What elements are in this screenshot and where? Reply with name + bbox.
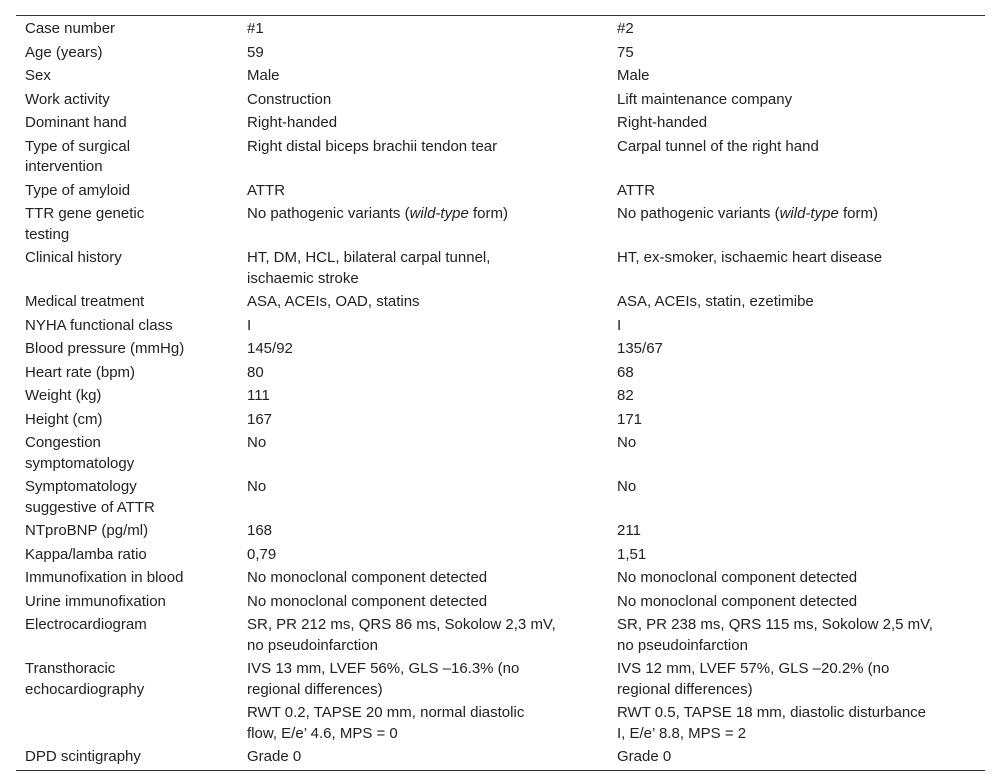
- row-label-line: Medical treatment: [25, 293, 145, 310]
- case-2-value: [608, 746, 985, 770]
- row-label-line: Weight (kg): [25, 387, 102, 404]
- row-label: [16, 291, 238, 315]
- case-2-value-line: 82: [617, 387, 634, 404]
- row-label: [16, 180, 238, 204]
- case-1-value-line: regional differences): [247, 680, 383, 698]
- case-1-value-line: Right distal biceps brachii tendon tear: [247, 137, 498, 155]
- case-2-value-line: regional differences): [617, 680, 753, 698]
- table-row: [16, 315, 985, 339]
- case-2-value: [608, 112, 985, 136]
- case-2-value: [608, 614, 985, 658]
- row-label: [16, 89, 238, 113]
- table-row: [16, 42, 985, 66]
- case-1-value-line: Grade 0: [247, 748, 302, 765]
- case-2-value-line: ASA, ACEIs, statin, ezetimibe: [617, 293, 814, 310]
- row-label-line: Type of surgical: [25, 137, 131, 155]
- case-1-value-line: 167: [247, 410, 273, 428]
- case-2-value: [608, 247, 985, 291]
- case-2-value: [608, 42, 985, 66]
- case-2-value: [608, 203, 985, 247]
- row-label: [16, 432, 238, 476]
- data-table: [16, 18, 985, 770]
- text-segment: No pathogenic variants (: [617, 205, 780, 222]
- case-2-value: [608, 136, 985, 180]
- table-row: [16, 432, 985, 476]
- case-2-value: [608, 591, 985, 615]
- case-1-value-line: ASA, ACEIs, OAD, statins: [247, 293, 420, 310]
- table-row: [16, 385, 985, 409]
- case-1-value: [238, 614, 608, 658]
- row-label-line: Urine immunofixation: [25, 592, 166, 610]
- case-1-value-line: Construction: [247, 90, 332, 108]
- row-label-line: Immunofixation in blood: [25, 569, 184, 586]
- row-label: [16, 385, 238, 409]
- case-2-value-line: 135/67: [617, 340, 663, 357]
- case-2-value-line: Grade 0: [617, 748, 672, 765]
- case-2-value-line: Right-handed: [617, 114, 708, 131]
- case-2-value: [608, 180, 985, 204]
- case-1-value-line: ATTR: [247, 181, 286, 199]
- text-segment: form): [468, 205, 508, 222]
- row-label-line: echocardiography: [25, 680, 145, 698]
- case-1-value-line: No: [247, 434, 267, 451]
- row-label: [16, 362, 238, 386]
- row-label: [16, 614, 238, 658]
- case-2-value-line: RWT 0.5, TAPSE 18 mm, diastolic disturbance: [617, 704, 927, 721]
- case-1-value: [238, 247, 608, 291]
- table-row: [16, 520, 985, 544]
- text-segment: form): [838, 205, 878, 222]
- row-label-line: Dominant hand: [25, 114, 127, 131]
- case-2-value-line: Male: [617, 67, 650, 84]
- table-row: [16, 567, 985, 591]
- case-2-value: [608, 385, 985, 409]
- case-1-value-line: I: [247, 316, 252, 334]
- case-1-value-line: RWT 0.2, TAPSE 20 mm, normal diastolic: [247, 704, 525, 721]
- case-1-value-line: 111: [247, 387, 270, 404]
- case-2-value-line: SR, PR 238 ms, QRS 115 ms, Sokolow 2,5 mV,: [617, 616, 933, 633]
- case-1-value: [238, 432, 608, 476]
- row-label: [16, 567, 238, 591]
- case-2-value-line: No: [617, 478, 637, 495]
- case-2-value-line: ATTR: [617, 181, 656, 199]
- case-1-value-line: 145/92: [247, 340, 293, 357]
- row-label: [16, 18, 238, 42]
- table-row: [16, 136, 985, 180]
- row-label-line: Heart rate (bpm): [25, 363, 136, 381]
- case-2-value-line: Carpal tunnel of the right hand: [617, 137, 819, 155]
- case-1-value: [238, 746, 608, 770]
- row-label-line: NYHA functional class: [25, 316, 173, 334]
- case-2-value-line: 75: [617, 43, 634, 61]
- case-1-value-line: [247, 204, 599, 225]
- table-row: [16, 476, 985, 520]
- table-row: [16, 409, 985, 433]
- row-label: [16, 702, 238, 746]
- case-2-value: [608, 65, 985, 89]
- row-label: [16, 476, 238, 520]
- row-label: [16, 409, 238, 433]
- case-2-value: [608, 544, 985, 568]
- row-label-line: testing: [25, 225, 70, 243]
- row-label-line: Work activity: [25, 90, 110, 108]
- italic-text: wild-type: [409, 205, 469, 222]
- row-label-line: NTproBNP (pg/ml): [25, 522, 149, 539]
- case-1-value: [238, 136, 608, 180]
- row-label: [16, 65, 238, 89]
- row-label: [16, 544, 238, 568]
- case-2-value: [608, 702, 985, 746]
- table-row: [16, 65, 985, 89]
- table-row: [16, 338, 985, 362]
- row-label-line: Age (years): [25, 43, 103, 61]
- case-2-value-line: no pseudoinfarction: [617, 636, 748, 654]
- case-1-value-line: No monoclonal component detected: [247, 592, 488, 610]
- case-2-value-line: HT, ex-smoker, ischaemic heart disease: [617, 249, 883, 266]
- case-1-value-line: 0,79: [247, 545, 277, 563]
- case-1-value: [238, 362, 608, 386]
- table-row: [16, 112, 985, 136]
- case-2-value-line: [617, 204, 976, 225]
- row-label-line: DPD scintigraphy: [25, 748, 141, 765]
- case-2-value-line: No monoclonal component detected: [617, 592, 858, 610]
- row-label-line: Symptomatology: [25, 478, 137, 495]
- row-label: [16, 112, 238, 136]
- row-label: [16, 520, 238, 544]
- row-label: [16, 42, 238, 66]
- case-2-value: [608, 409, 985, 433]
- case-1-value: [238, 180, 608, 204]
- case-1-value: [238, 385, 608, 409]
- case-2-value: [608, 658, 985, 702]
- case-1-value: [238, 544, 608, 568]
- italic-text: wild-type: [779, 205, 839, 222]
- table-row: [16, 362, 985, 386]
- table-row: [16, 203, 985, 247]
- case-1-value-line: Male: [247, 67, 280, 84]
- case-2-value-line: No: [617, 434, 637, 451]
- table-body: [16, 18, 985, 770]
- case-2-value: [608, 567, 985, 591]
- row-label: [16, 315, 238, 339]
- table-row: [16, 544, 985, 568]
- case-1-value-line: ischaemic stroke: [247, 269, 359, 287]
- case-1-value: [238, 18, 608, 42]
- case-2-value-line: 211: [617, 522, 641, 539]
- row-label: [16, 203, 238, 247]
- row-label: [16, 746, 238, 770]
- row-label-line: intervention: [25, 158, 103, 175]
- case-1-value-line: IVS 13 mm, LVEF 56%, GLS –16.3% (no: [247, 660, 520, 677]
- case-1-value-line: No: [247, 478, 267, 495]
- case-1-value-line: HT, DM, HCL, bilateral carpal tunnel,: [247, 249, 491, 266]
- case-1-value: [238, 89, 608, 113]
- case-2-value: [608, 432, 985, 476]
- case-1-value: [238, 702, 608, 746]
- case-1-value: [238, 520, 608, 544]
- case-1-value-line: #1: [247, 20, 264, 37]
- row-label-line: Blood pressure (mmHg): [25, 340, 185, 357]
- row-label: [16, 247, 238, 291]
- case-1-value: [238, 315, 608, 339]
- table-row: [16, 89, 985, 113]
- table-row: [16, 291, 985, 315]
- case-1-value: [238, 591, 608, 615]
- row-label: [16, 658, 238, 702]
- case-2-value: [608, 315, 985, 339]
- case-2-value-line: I: [617, 316, 622, 334]
- text-segment: No pathogenic variants (: [247, 205, 410, 222]
- case-comparison-table: [16, 15, 985, 771]
- case-1-value: [238, 203, 608, 247]
- row-label-line: Sex: [25, 67, 51, 84]
- case-1-value: [238, 409, 608, 433]
- row-label: [16, 338, 238, 362]
- row-label: [16, 136, 238, 180]
- case-1-value: [238, 291, 608, 315]
- case-2-value-line: IVS 12 mm, LVEF 57%, GLS –20.2% (no: [617, 660, 890, 677]
- row-label: [16, 591, 238, 615]
- case-1-value-line: 168: [247, 522, 273, 539]
- table-row: [16, 180, 985, 204]
- case-2-value: [608, 338, 985, 362]
- case-1-value: [238, 658, 608, 702]
- row-label-line: Electrocardiogram: [25, 616, 147, 633]
- case-1-value-line: flow, E/e’ 4.6, MPS = 0: [247, 724, 398, 742]
- row-label-line: symptomatology: [25, 454, 135, 472]
- row-label-line: Type of amyloid: [25, 181, 131, 199]
- case-2-value: [608, 476, 985, 520]
- case-2-value: [608, 291, 985, 315]
- case-2-value: [608, 520, 985, 544]
- table-row: [16, 18, 985, 42]
- row-label-line: Height (cm): [25, 410, 103, 428]
- case-2-value-line: Lift maintenance company: [617, 90, 793, 108]
- table-row: [16, 658, 985, 702]
- case-2-value-line: 1,51: [617, 545, 647, 563]
- case-2-value: [608, 89, 985, 113]
- row-label-line: Transthoracic: [25, 660, 116, 677]
- table-row: [16, 746, 985, 770]
- row-label-line: Case number: [25, 20, 116, 37]
- case-1-value-line: no pseudoinfarction: [247, 636, 378, 654]
- case-1-value-line: 80: [247, 363, 264, 381]
- table-row: [16, 247, 985, 291]
- case-2-value: [608, 18, 985, 42]
- table-row: [16, 591, 985, 615]
- case-2-value: [608, 362, 985, 386]
- case-1-value-line: No monoclonal component detected: [247, 569, 488, 586]
- case-1-value-line: 59: [247, 43, 264, 61]
- case-1-value: [238, 42, 608, 66]
- row-label-line: TTR gene genetic: [25, 205, 145, 222]
- case-1-value-line: Right-handed: [247, 114, 338, 131]
- row-label-line: Clinical history: [25, 249, 122, 266]
- case-2-value-line: 171: [617, 410, 643, 428]
- case-2-value-line: 68: [617, 363, 634, 381]
- row-label-line: suggestive of ATTR: [25, 498, 155, 516]
- row-label-line: Congestion: [25, 434, 101, 451]
- case-1-value: [238, 476, 608, 520]
- case-1-value-line: SR, PR 212 ms, QRS 86 ms, Sokolow 2,3 mV,: [247, 616, 556, 633]
- row-label-line: Kappa/lamba ratio: [25, 545, 147, 563]
- case-2-value-line: No monoclonal component detected: [617, 569, 858, 586]
- case-2-value-line: I, E/e’ 8.8, MPS = 2: [617, 724, 747, 742]
- case-1-value: [238, 567, 608, 591]
- case-1-value: [238, 112, 608, 136]
- case-1-value: [238, 65, 608, 89]
- case-2-value-line: #2: [617, 20, 634, 37]
- case-1-value: [238, 338, 608, 362]
- table-row: [16, 702, 985, 746]
- table-row: [16, 614, 985, 658]
